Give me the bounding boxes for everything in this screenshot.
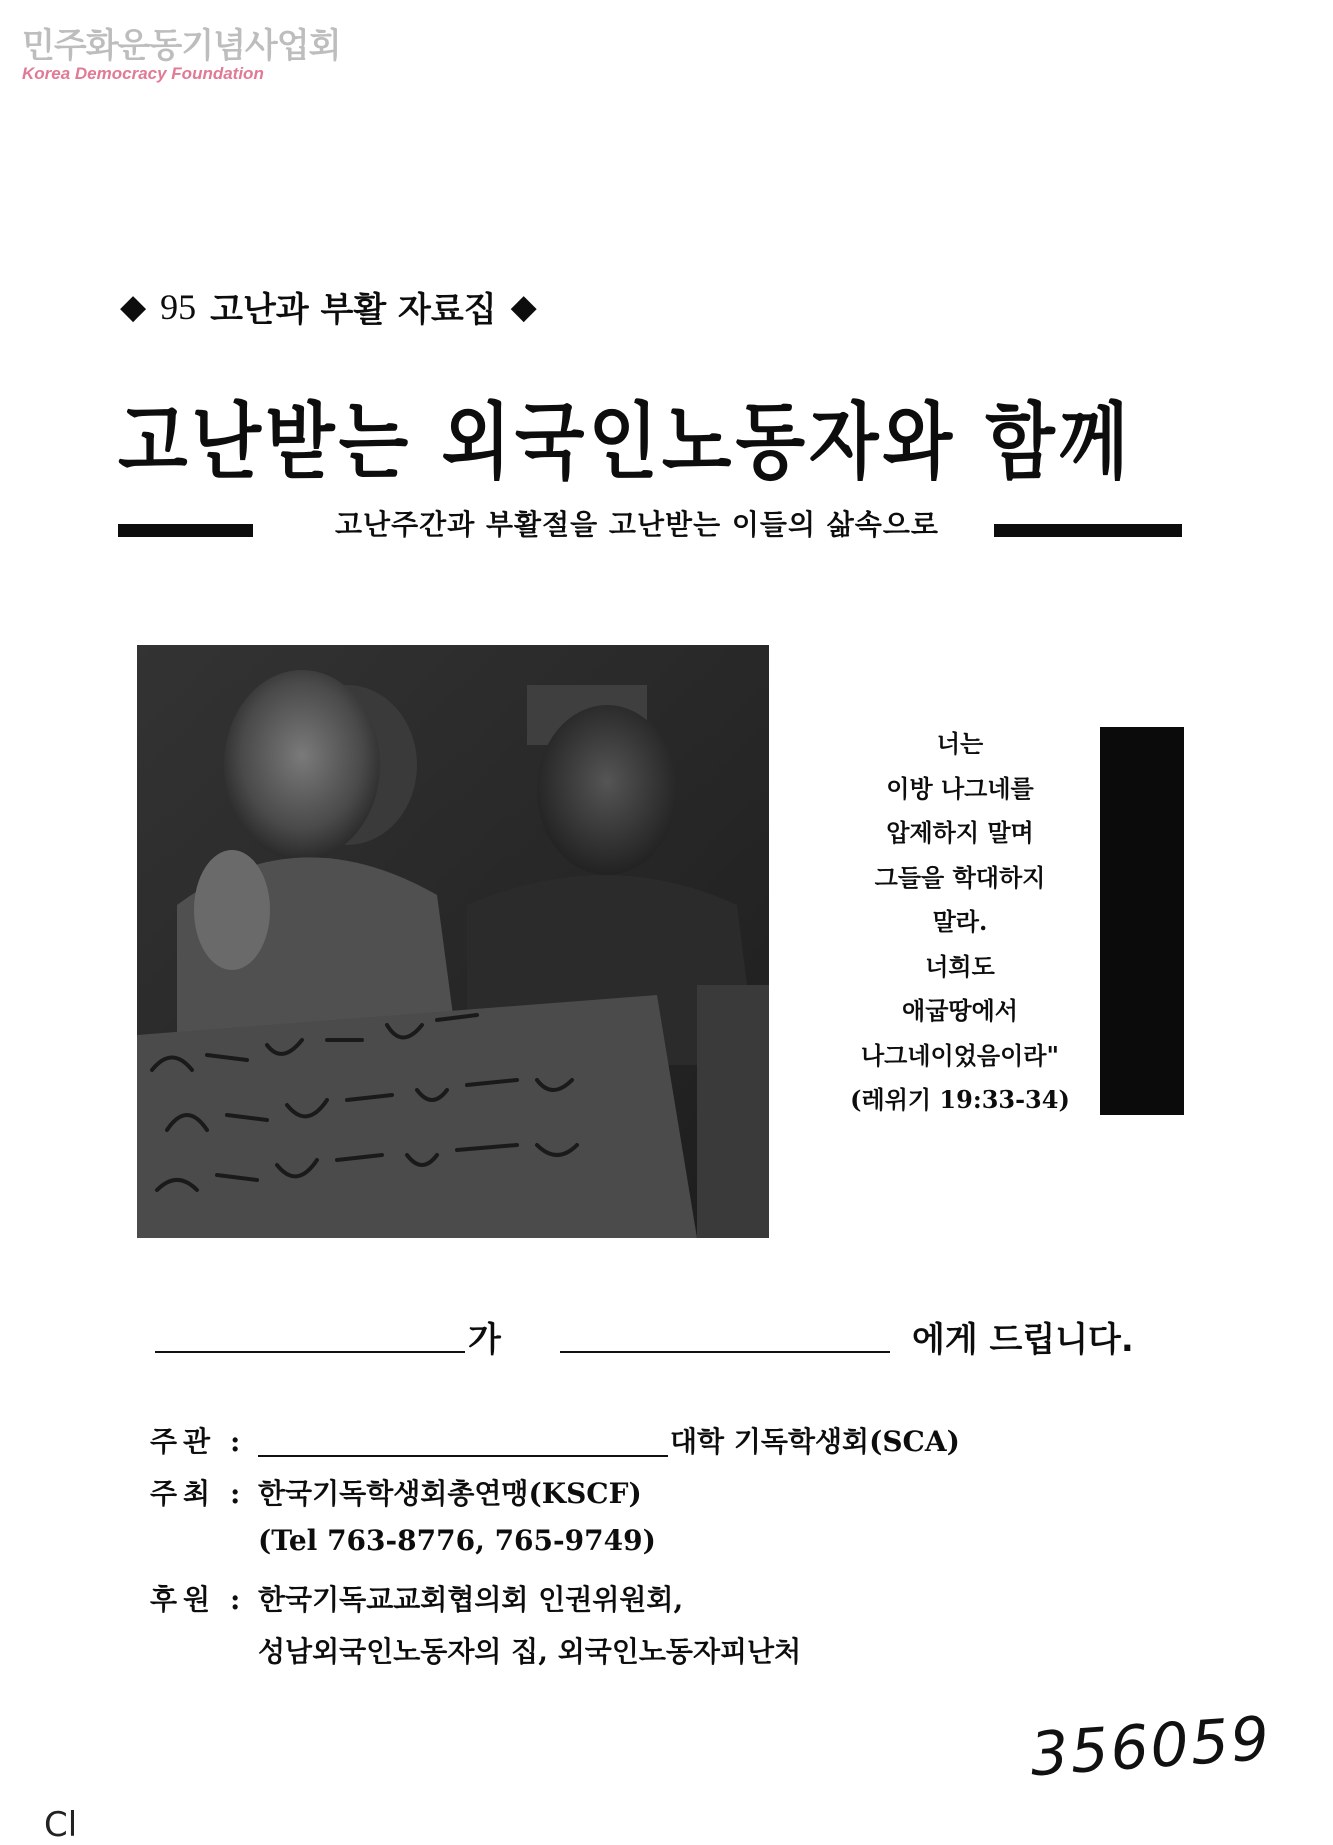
university-blank-line[interactable] [258, 1455, 668, 1457]
organizer-label: 주관 [150, 1425, 217, 1458]
verse-line: 너희도 [925, 951, 995, 981]
watermark-english: Korea Democracy Foundation [22, 64, 264, 83]
from-suffix: 가 [468, 1320, 501, 1360]
series-title: 고난과 부활 자료집 [210, 290, 497, 330]
verse-line: 나그네이었음이라" [861, 1040, 1059, 1070]
watermark-korean: 민주화운동기념사업회 [22, 26, 341, 66]
subtitle: 고난주간과 부활절을 고난받는 이들의 삶속으로 [335, 508, 939, 541]
handwritten-number: 356059 [1027, 1703, 1274, 1791]
host-row [150, 1472, 642, 1512]
diamond-icon: ◆ [120, 286, 147, 327]
sponsor-line-1: 한국기독교교회협의회 인권위원회, [258, 1583, 684, 1616]
colon: : [230, 1477, 241, 1510]
sponsor-label: 후원 [150, 1583, 217, 1616]
verse-reference: (레위기 19:33-34) [850, 1085, 1070, 1114]
host-tel: (Tel 763-8776, 765-9749) [258, 1524, 656, 1557]
verse-line: 이방 나그네를 [886, 773, 1034, 803]
bible-verse [830, 722, 1090, 1123]
subtitle-rule-left [118, 524, 253, 537]
verse-black-bar [1100, 727, 1184, 1115]
organizer-value: 대학 기독학생회(SCA) [670, 1425, 960, 1458]
verse-line: 그들을 학대하지 [874, 862, 1046, 892]
series-heading [120, 282, 537, 331]
host-value: 한국기독학생회총연맹(KSCF) [258, 1477, 642, 1510]
series-number: 95 [160, 286, 197, 327]
host-label: 주최 [150, 1477, 217, 1510]
sponsor-line-2: 성남외국인노동자의 집, 외국인노동자피난처 [258, 1635, 802, 1668]
to-blank-line[interactable] [560, 1351, 890, 1353]
handwritten-mark: Cl [44, 1805, 78, 1845]
colon: : [230, 1583, 241, 1616]
main-title: 고난받는 외국인노동자와 함께 [118, 393, 1133, 490]
verse-line: 너는 [936, 729, 984, 758]
organizer-row [150, 1420, 960, 1460]
verse-line: 말라. [932, 907, 988, 936]
subtitle-rule-right [994, 524, 1182, 537]
to-suffix: 에게 드립니다. [912, 1320, 1134, 1360]
protest-photo [137, 645, 769, 1238]
sponsor-row [150, 1578, 683, 1618]
verse-line: 압제하지 말며 [886, 818, 1034, 847]
from-blank-line[interactable] [155, 1351, 465, 1353]
colon: : [230, 1425, 241, 1458]
verse-line: 애굽땅에서 [902, 996, 1018, 1025]
diamond-icon: ◆ [510, 286, 537, 327]
